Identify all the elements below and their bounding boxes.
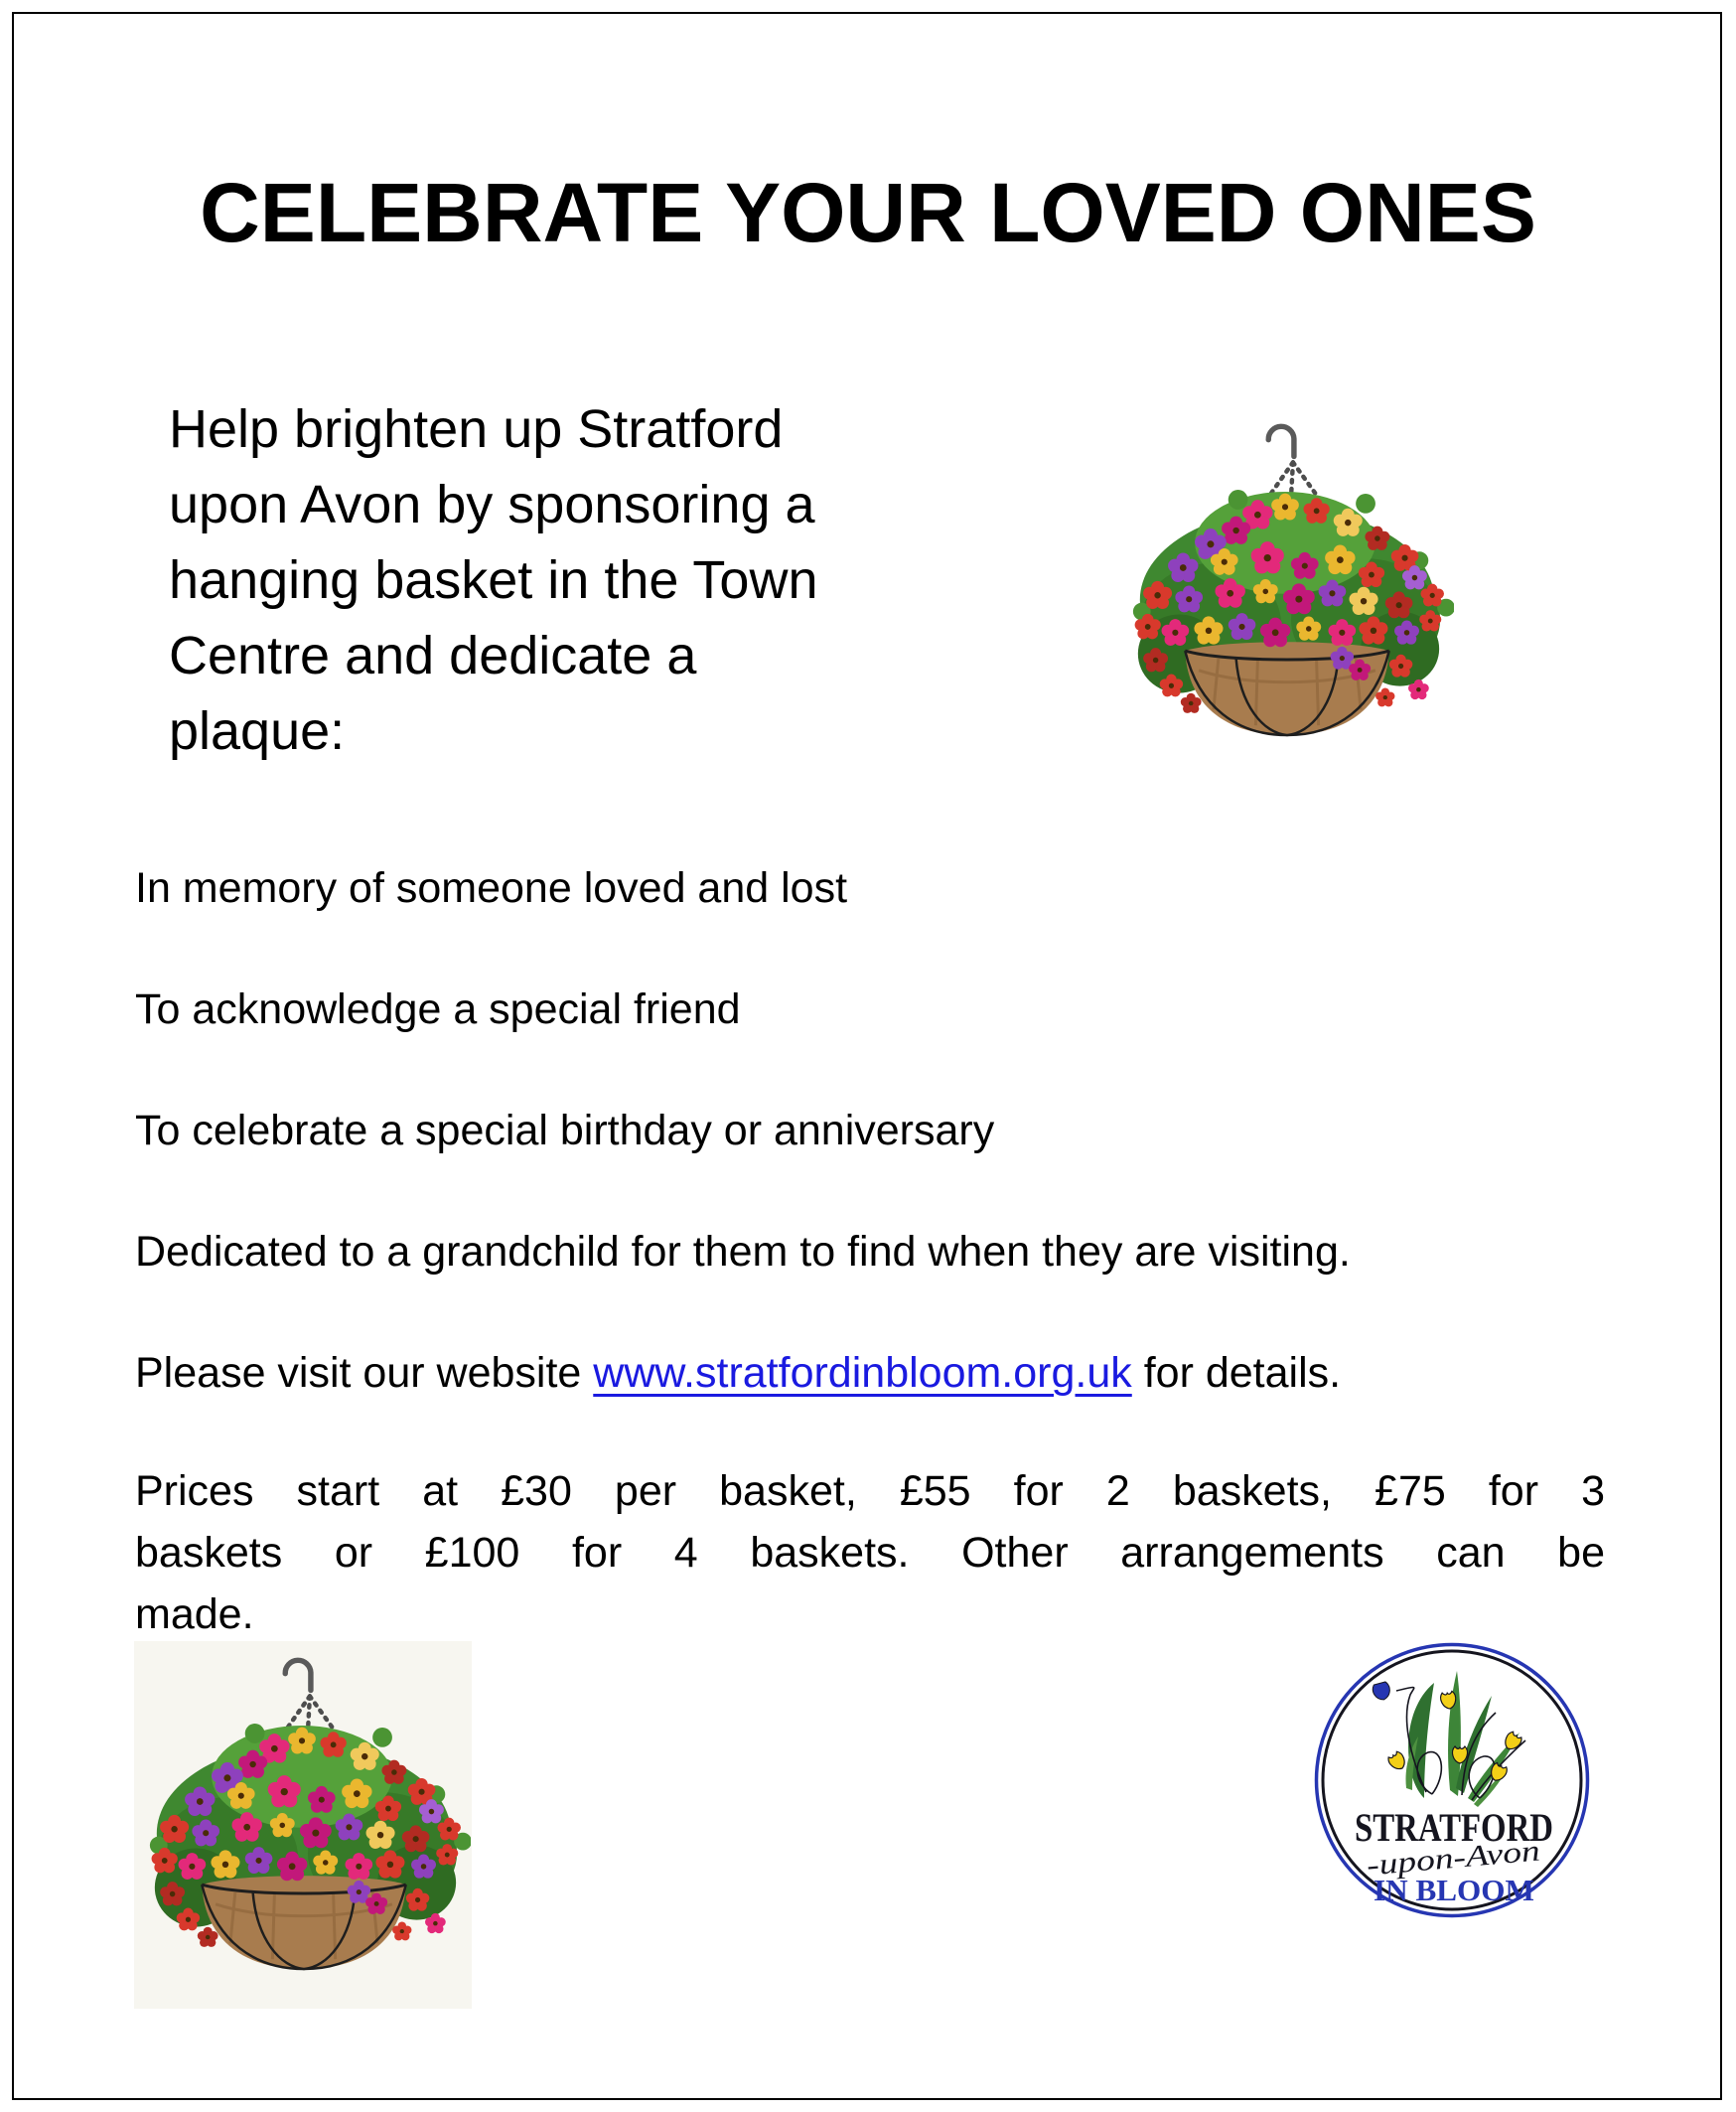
intro-line: Help brighten up Stratford [169, 399, 784, 459]
pricing-paragraph [135, 1460, 1605, 1645]
logo-middle: -upon-Avon [1365, 1837, 1508, 1883]
website-line-before: Please visit our website [135, 1349, 594, 1397]
stratford-in-bloom-logo [1313, 1641, 1591, 1919]
pricing-line: Prices start at £30 per basket, £55 for 2 baskets, £75 for 3 [135, 1467, 1605, 1515]
website-line-after: for details. [1131, 1349, 1342, 1397]
intro-line: plaque: [169, 701, 346, 761]
website-link[interactable]: www.stratfordinbloom.org.uk [593, 1349, 1132, 1397]
hanging-basket-image-top [1120, 413, 1454, 739]
dedication-line: In memory of someone loved and lost [135, 864, 848, 912]
intro-paragraph [169, 391, 993, 769]
logo-name: STRATFORD [1355, 1805, 1553, 1850]
page-title: CELEBRATE YOUR LOVED ONES [200, 166, 1536, 260]
dedication-line: Dedicated to a grandchild for them to find when they are visiting. [135, 1228, 1351, 1276]
logo-bottom: IN BLOOM [1374, 1873, 1534, 1907]
hanging-basket-image-bottom [137, 1647, 471, 1973]
intro-line: Centre and dedicate a [169, 626, 697, 685]
pricing-line: baskets or £100 for 4 baskets. Other arrangements can be [135, 1529, 1605, 1577]
pricing-line: made. [135, 1590, 254, 1638]
intro-line: hanging basket in the Town [169, 550, 818, 610]
website-line [135, 1347, 1341, 1399]
intro-line: upon Avon by sponsoring a [169, 475, 815, 534]
dedication-line: To celebrate a special birthday or anniversary [135, 1107, 995, 1154]
dedication-line: To acknowledge a special friend [135, 985, 741, 1033]
